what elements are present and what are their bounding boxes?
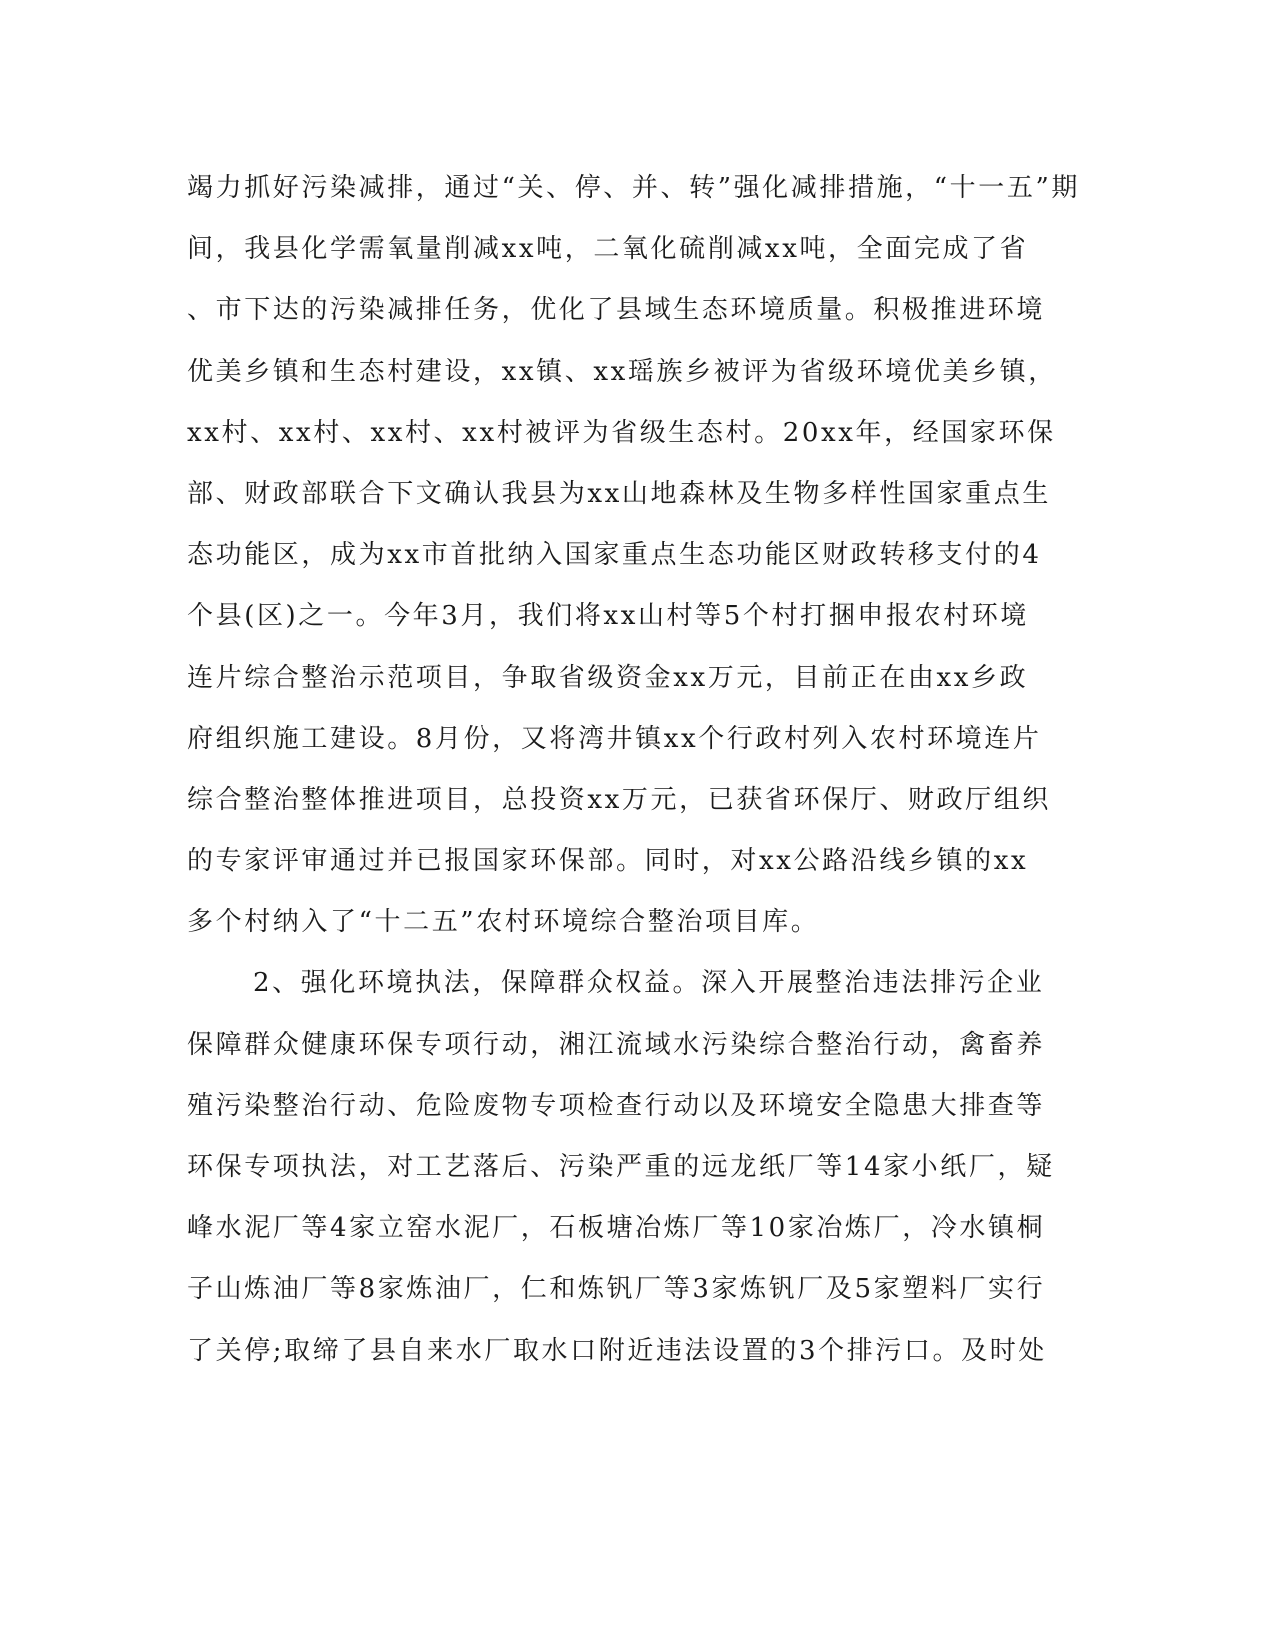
text-line: 态功能区，成为xx市首批纳入国家重点生态功能区财政转移支付的4 bbox=[187, 540, 1042, 571]
text-line: 个县(区)之一。今年3月，我们将xx山村等5个村打捆申报农村环境 bbox=[187, 601, 1029, 632]
body-text bbox=[187, 158, 1087, 1382]
text-line: 部、财政部联合下文确认我县为xx山地森林及生物多样性国家重点生 bbox=[187, 478, 1051, 509]
text-line: 综合整治整体推进项目，总投资xx万元，已获省环保厅、财政厅组织 bbox=[187, 784, 1051, 815]
text-line: 优美乡镇和生态村建设，xx镇、xx瑶族乡被评为省级环境优美乡镇， bbox=[187, 356, 1057, 387]
text-line: 府组织施工建设。8月份，又将湾井镇xx个行政村列入农村环境连片 bbox=[187, 723, 1042, 754]
text-line: 的专家评审通过并已报国家环保部。同时，对xx公路沿线乡镇的xx bbox=[187, 846, 1029, 877]
text-line: 殖污染整治行动、危险废物专项检查行动以及环境安全隐患大排查等 bbox=[187, 1090, 1046, 1121]
text-line: 峰水泥厂等4家立窑水泥厂，石板塘冶炼厂等10家冶炼厂，冷水镇桐 bbox=[187, 1213, 1046, 1244]
text-line: 保障群众健康环保专项行动，湘江流域水污染综合整治行动，禽畜养 bbox=[187, 1029, 1046, 1060]
text-line: 子山炼油厂等8家炼油厂，仁和炼钒厂等3家炼钒厂及5家塑料厂实行 bbox=[187, 1274, 1046, 1305]
paragraph-heading-line: 2、强化环境执法，保障群众权益。深入开展整治违法排污企业 bbox=[253, 968, 1045, 999]
text-line: 连片综合整治示范项目，争取省级资金xx万元，目前正在由xx乡政 bbox=[187, 662, 1029, 693]
text-line: 了关停;取缔了县自来水厂取水口附近违法设置的3个排污口。及时处 bbox=[187, 1335, 1047, 1366]
text-line: 、市下达的污染减排任务，优化了县域生态环境质量。积极推进环境 bbox=[187, 295, 1046, 326]
text-line: 间，我县化学需氧量削减xx吨，二氧化硫削减xx吨，全面完成了省 bbox=[187, 234, 1029, 265]
text-line: 环保专项执法，对工艺落后、污染严重的远龙纸厂等14家小纸厂，疑 bbox=[187, 1152, 1055, 1182]
text-line: 竭力抓好污染减排，通过“关、停、并、转”强化减排措施，“十一五”期 bbox=[187, 173, 1080, 203]
text-line: 多个村纳入了“十二五”农村环境综合整治项目库。 bbox=[187, 907, 820, 938]
text-line: xx村、xx村、xx村、xx村被评为省级生态村。20xx年，经国家环保 bbox=[187, 417, 1056, 448]
